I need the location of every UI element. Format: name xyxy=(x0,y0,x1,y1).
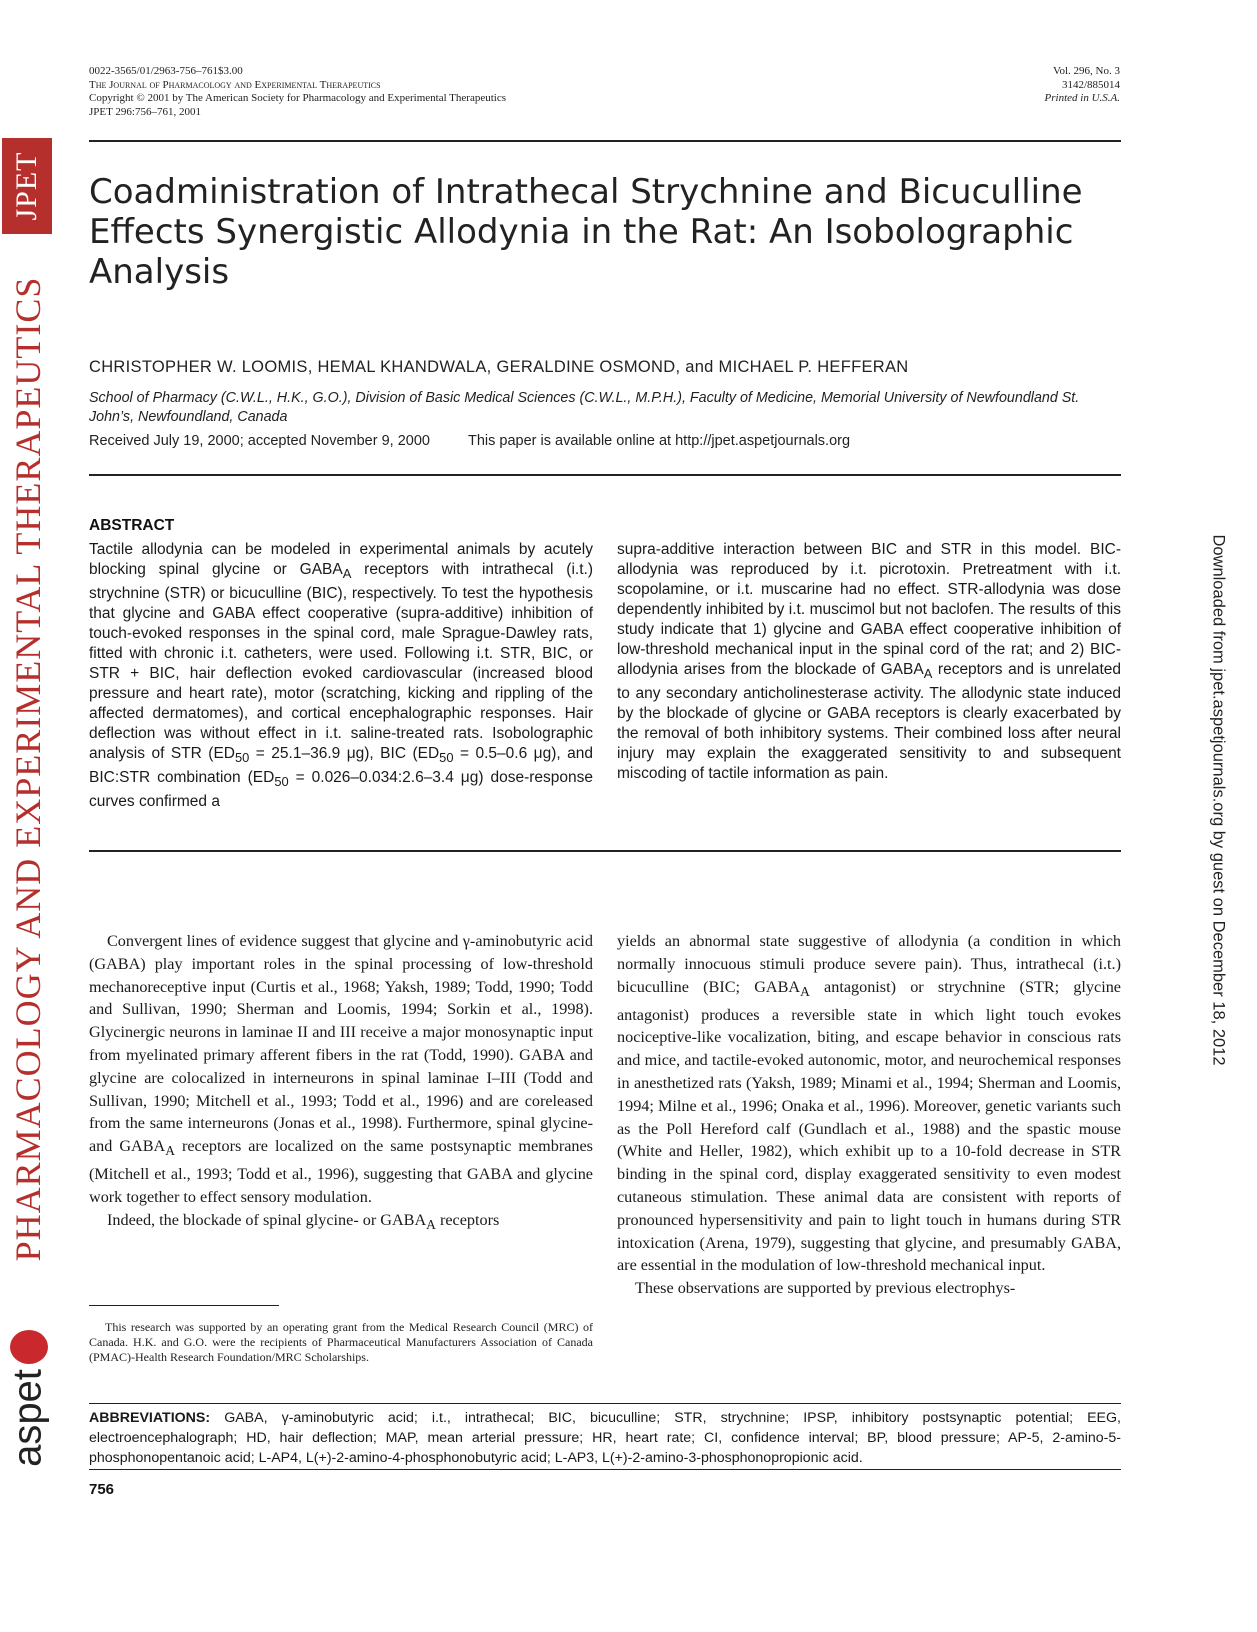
body-column-2 xyxy=(617,930,1121,1300)
abbreviations-bottom-rule xyxy=(89,1469,1121,1470)
aspet-logo-mark-icon xyxy=(10,1330,48,1364)
body-paragraph: Indeed, the blockade of spinal glycine- or $GABA_A$ receptors xyxy=(107,1210,500,1233)
affiliation: School of Pharmacy (C.W.L., H.K., G.O.), Division of Basic Medical Sciences (C.W.L., M.P.H.), Faculty of Medicine, Memorial University of Newfoundland St. John’s, Newfoundland, Canada xyxy=(89,390,1080,425)
abstract-column-2: supra-additive interaction between BIC and STR in this model. BIC-allodynia was reproduced by i.t. picrotoxin. Pretreatment with i.t. scopolamine, or i.t. muscarine had no effect. STR-allodynia was dose dependently inhibited by i.t. muscimol but not baclofen. The results of this study indicate that 1) glycine and GABA effect cooperative inhibition of low-threshold mechanical input in the spinal cord of the rat; and 2) BIC-allodynia arises from the blockade of $GABA_A$ receptors and is unrelated to any secondary anticholinesterase activity. The allodynic state induced by the blockade of glycine or GABA receptors is clearly exacerbated by the removal of both inhibitory systems. Their combined loss after neural injury may explain the exaggerated sensitivity to and subsequent miscoding of tactile information as pain. xyxy=(617,541,1121,783)
footnote: This research was supported by an operating grant from the Medical Research Council (MRC) of Canada. H.K. and G.O. were the recipients of Pharmaceutical Manufacturers Association of Canada (PMAC)-Health Research Foundation/MRC Scholarships. xyxy=(89,1320,593,1364)
body-paragraph: Convergent lines of evidence suggest that glycine and γ-aminobutyric acid (GABA) play important roles in the spinal processing of low-threshold mechanoreceptive input (Curtis et al., 1968; Yaksh, 1989; Todd, 1990; Todd and Sullivan, 1990; Sherman and Loomis, 1994; Sorkin et al., 1998). Glycinergic neurons in laminae II and III receive a major monosynaptic input from myelinated primary afferent fibers in the rat (Todd, 1990). GABA and glycine are colocalized in interneurons in spinal laminae I–III (Todd and Sullivan, 1990; Mitchell et al., 1993; Todd et al., 1996) and are coreleased from the same interneurons (Jonas et al., 1998). Furthermore, spinal glycine- and $GABA_A$ receptors are localized on the same postsynaptic membranes (Mitchell et al., 1993; Todd et al., 1996), suggesting that GABA and glycine work together to effect sensory modulation. xyxy=(89,932,593,1206)
abstract-rule xyxy=(89,850,1121,852)
header-journal: The Journal of Pharmacology and Experimental Therapeutics xyxy=(89,78,381,91)
body-paragraph: These observations are supported by previous electrophys- xyxy=(635,1279,1016,1298)
received-line xyxy=(89,433,1121,449)
received-dates: Received July 19, 2000; accepted November 9, 2000 xyxy=(89,433,430,449)
header-right xyxy=(880,65,1120,106)
title-rule xyxy=(89,474,1121,476)
page-number: 756 xyxy=(89,1481,115,1498)
header-printed: Printed in U.S.A. xyxy=(1044,92,1120,104)
header-left xyxy=(89,65,729,119)
abstract-column-1: Tactile allodynia can be modeled in experimental animals by acutely blocking spinal glycine or $GABA_A$ receptors with intrathecal (i.t.) strychnine (STR) or bicuculline (BIC), respectively. To test the hypothesis that glycine and GABA effect cooperative (supra-additive) inhibition of touch-evoked responses in the spinal cord, male Sprague-Dawley rats, fitted with chronic i.t. catheters, were used. Following i.t. STR, BIC, or STR + BIC, hair deflection evoked cardiovascular (increased blood pressure and heart rate), motor (scratching, kicking and rippling of the affected dermatomes), and cortical encephalographic responses. Hair deflection was without effect in i.t. saline-treated rats. Isobolographic analysis of STR ($ED_{50} = 25.1-36.9$ μg), BIC ($ED_{50} = 0.5-0.6$ μg), and BIC:STR combination ($ED_{50}$ = 0.026–0.034:2.6–3.4 μg) dose-response curves confirmed a xyxy=(89,541,594,811)
journal-vertical-text: PHARMACOLOGY AND EXPERIMENTAL THERAPEUTICS xyxy=(8,276,48,1262)
aspet-logo-text: aspet xyxy=(5,1369,50,1467)
download-notice-text: Downloaded from jpet.aspetjournals.org by guest on December 18, 2012 xyxy=(1209,534,1228,1066)
online-availability: This paper is available online at http://jpet.aspetjournals.org xyxy=(467,433,851,449)
header-citation: JPET 296:756–761, 2001 xyxy=(89,105,201,118)
jpet-tab-label: JPET xyxy=(10,151,43,221)
header-volume: Vol. 296, No. 3 xyxy=(1052,65,1120,77)
abstract-heading: ABSTRACT xyxy=(89,517,175,534)
aspet-logo xyxy=(2,1328,54,1480)
footnote-rule xyxy=(89,1305,279,1306)
author-list: CHRISTOPHER W. LOOMIS, HEMAL KHANDWALA, GERALDINE OSMOND, and MICHAEL P. HEFFERAN xyxy=(89,358,909,376)
header-article-id: 3142/885014 xyxy=(1061,78,1120,91)
abbreviations-top-rule xyxy=(89,1403,1121,1404)
body-paragraph: yields an abnormal state suggestive of allodynia (a condition in which normally innocuous stimuli produce severe pain). Thus, intrathecal (i.t.) bicuculline (BIC; $GABA_A$ antagonist) or strychnine (STR; glycine antagonist) produces a reversible state in which light touch evokes nociceptive-like vocalization, biting, and escape behavior in conscious rats and mice, and tactile-evoked autonomic, motor, and neurochemical responses in anesthetized rats (Yaksh, 1989; Minami et al., 1994; Sherman and Loomis, 1994; Milne et al., 1996; Onaka et al., 1996). Moreover, genetic variants such as the Poll Hereford calf (Gundlach et al., 1988) and the spastic mouse (White and Heller, 1982), which exhibit up to a 10-fold decrease in STR binding in the spinal cord, display exaggerated sensitivity to even modest cutaneous stimulation. These animal data are consistent with reports of pronounced hypersensitivity and pain to light touch in humans during STR intoxication (Arena, 1979), suggesting that glycine, and presumably GABA, are essential in the modulation of low-threshold mechanical input. xyxy=(617,932,1121,1275)
abbreviations xyxy=(89,1408,1121,1468)
article-title: Coadministration of Intrathecal Strychnine and Bicuculline Effects Synergistic Allodynia in the Rat: An Isobolographic Analysis xyxy=(89,172,1083,292)
abbreviations-label: ABBREVIATIONS: xyxy=(89,1410,211,1426)
header-code: 0022-3565/01/2963-756–761$3.00 xyxy=(89,65,243,77)
header-copyright: Copyright © 2001 by The American Society for Pharmacology and Experimental Therapeutics xyxy=(89,92,506,104)
body-column-1 xyxy=(89,930,593,1237)
header-rule xyxy=(89,140,1121,142)
journal-side-banner xyxy=(0,138,56,1480)
jpet-tab xyxy=(2,138,52,234)
abbreviations-text: GABA, γ-aminobutyric acid; i.t., intrathecal; BIC, bicuculline; STR, strychnine; IPSP, inhibitory postsynaptic potential; EEG, electroencephalograph; HD, hair deflection; MAP, mean arterial pressure; HR, heart rate; CI, confidence interval; BP, blood pressure; AP-5, 2-amino-5-phosphonopentanoic acid; L-AP4, L(+)-2-amino-4-phosphonobutyric acid; L-AP3, L(+)-2-amino-3-phosphonopropionic acid. xyxy=(89,1410,1121,1466)
